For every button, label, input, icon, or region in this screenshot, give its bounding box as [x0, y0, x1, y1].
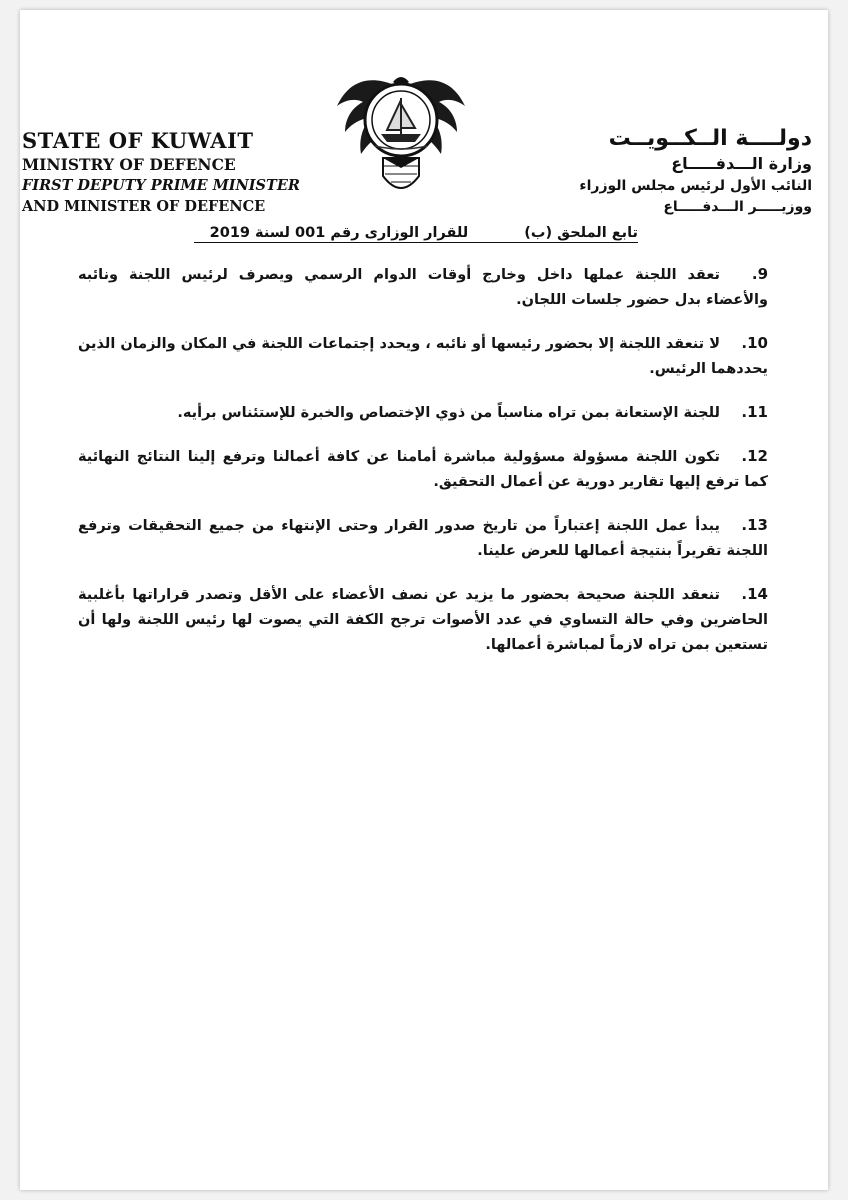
clause-number: 11. [741, 403, 768, 421]
clause-number: 9. [751, 265, 768, 283]
title-line1-ar: النائب الأول لرئيس مجلس الوزراء [579, 178, 812, 194]
title-line1: FIRST DEPUTY PRIME MINISTER [22, 177, 300, 194]
decision-label: للقرار الوزارى رقم 001 لسنة 2019 [209, 225, 469, 241]
clause-14 [78, 582, 768, 658]
clause-text: تعقد اللجنة عملها داخل وخارج أوقات الدوام الرسمي ويصرف لرئيس اللجنة ونائبه والأعضاء بدل حضور جلسات اللجان. [78, 267, 768, 308]
clause-number: 12. [741, 447, 768, 465]
title-line2-ar: ووزيـــــر الـــدفـــــاع [663, 199, 812, 215]
clause-12 [78, 444, 768, 495]
kuwait-emblem-icon [331, 58, 471, 208]
clause-text: يبدأ عمل اللجنة إعتباراً من تاريخ صدور القرار وحتى الإنتهاء من جميع التحقيقات وترفع اللجنة تقريراً بنتيجة أعمالها للعرض علينا. [78, 518, 768, 559]
clause-13 [78, 513, 768, 564]
ministry-name-ar: وزارة الـــدفـــــاع [671, 154, 812, 173]
clauses-list [78, 262, 768, 676]
state-name: STATE OF KUWAIT [22, 128, 254, 153]
clause-11 [78, 400, 768, 426]
clause-10 [78, 331, 768, 382]
clause-text: تكون اللجنة مسؤولة مسؤولية مباشرة أمامنا عن كافة أعمالنا وترفع إلينا النتائج النهائية كما ترفع إليها تقارير دورية عن أعمال التحقيق. [78, 449, 768, 490]
clause-text: تنعقد اللجنة صحيحة بحضور ما يزيد عن نصف الأعضاء على الأقل وتصدر قراراتها بأغلبية الحاضرين وفي حالة التساوي في عدد الأصوات ترجح الكفة التي يصوت لها رئيس اللجنة ولها أن تستعين بمن تراه لازماً لمباشرة أعمالها. [78, 587, 768, 653]
clause-text: لا تنعقد اللجنة إلا بحضور رئيسها أو نائبه ، ويحدد إجتماعات اللجنة في المكان والزمان الذين يحددهما الرئيس. [78, 336, 768, 377]
title-line2: AND MINISTER OF DEFENCE [22, 198, 266, 215]
clause-9 [78, 262, 768, 313]
clause-text: للجنة الإستعانة بمن تراه مناسباً من ذوي الإختصاص والخبرة للإستئناس برأيه. [177, 405, 720, 421]
english-letterhead [22, 128, 300, 218]
annex-label: تابع الملحق (ب) [524, 225, 638, 241]
ministry-name: MINISTRY OF DEFENCE [22, 155, 236, 174]
clause-number: 13. [741, 516, 768, 534]
annex-reference [194, 225, 638, 243]
clause-number: 10. [741, 334, 768, 352]
clause-number: 14. [741, 585, 768, 603]
arabic-letterhead [579, 125, 812, 217]
state-name-ar: دولــــة الــكــويــت [608, 126, 812, 151]
